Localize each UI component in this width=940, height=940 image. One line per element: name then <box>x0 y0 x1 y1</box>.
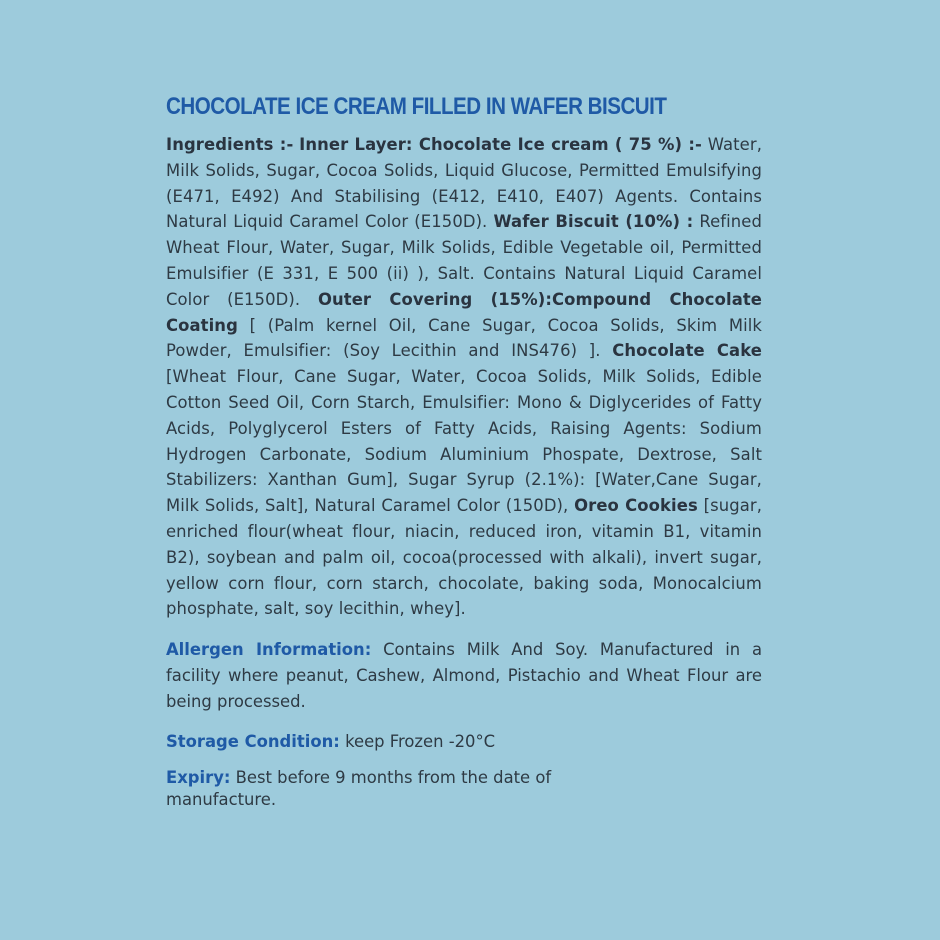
allergen-text: Contains Milk And Soy. Manufactured in a facility where peanut, Cashew, Almond, Pistachio and Wheat Flour are being processed. <box>166 640 763 712</box>
chocolate-cake-label: Chocolate Cake <box>612 341 762 361</box>
expiry-label: Expiry: <box>166 768 231 788</box>
wafer-biscuit-label: Wafer Biscuit (10%) : <box>493 212 694 232</box>
label-panel <box>166 92 762 811</box>
outer-covering-label: Outer Covering (15%):Compound Chocolate Coating <box>166 289 763 335</box>
allergen-label: Allergen Information: <box>166 640 372 660</box>
allergen-section <box>166 637 762 715</box>
storage-label: Storage Condition: <box>166 732 340 752</box>
inner-layer-label: Inner Layer: Chocolate Ice cream ( 75 %) :- <box>299 135 702 154</box>
outer-covering-text: [ (Palm kernel Oil, Cane Sugar, Cocoa Solids, Skim Milk Powder, Emulsifier: (Soy Lecithin and INS476) ]. <box>166 315 763 361</box>
storage-section <box>166 729 762 755</box>
expiry-section <box>166 767 762 811</box>
oreo-cookies-label: Oreo Cookies <box>574 496 698 516</box>
product-title: CHOCOLATE ICE CREAM FILLED IN WAFER BISCUIT <box>166 93 667 120</box>
inner-layer-text: Water, Milk Solids, Sugar, Cocoa Solids, Liquid Glucose, Permitted Emulsifying (E471, E492) And Stabilising (E412, E410, E407) Agents. Contains Natural Liquid Caramel Color (E150D). <box>166 135 763 232</box>
ingredients-section <box>166 132 762 622</box>
storage-text: keep Frozen -20°C <box>345 732 496 752</box>
wafer-biscuit-text: Refined Wheat Flour, Water, Sugar, Milk Solids, Edible Vegetable oil, Permitted Emulsifier (E 331, E 500 (ii) ), Salt. Contains Natural Liquid Caramel Color (E150D). <box>166 212 762 309</box>
ingredients-label: Ingredients :- <box>166 135 294 154</box>
chocolate-cake-text: [Wheat Flour, Cane Sugar, Water, Cocoa Solids, Milk Solids, Edible Cotton Seed Oil, Corn Starch, Emulsifier: Mono & Diglycerides of Fatty Acids, Polyglycerol Esters of Fatty Acids, Raising Agents: Sodium Hydrogen Carbonate, Sodium Aluminium Phospate, Dextrose, Salt Stabilizers: Xanthan Gum], Sugar Syrup (2.1%): [Water,Cane Sugar, Milk Solids, Salt], Natural Caramel Color (150D), <box>166 367 762 516</box>
expiry-text-line1: Best before 9 months from the date of <box>235 768 552 788</box>
oreo-cookies-text: [sugar, enriched flour(wheat flour, niacin, reduced iron, vitamin B1, vitamin B2), soybean and palm oil, cocoa(processed with alkali), invert sugar, yellow corn flour, corn starch, chocolate, baking soda, Monocalcium phosphate, salt, soy lecithin, whey]. <box>166 496 763 619</box>
expiry-text-line2: manufacture. <box>166 790 277 810</box>
